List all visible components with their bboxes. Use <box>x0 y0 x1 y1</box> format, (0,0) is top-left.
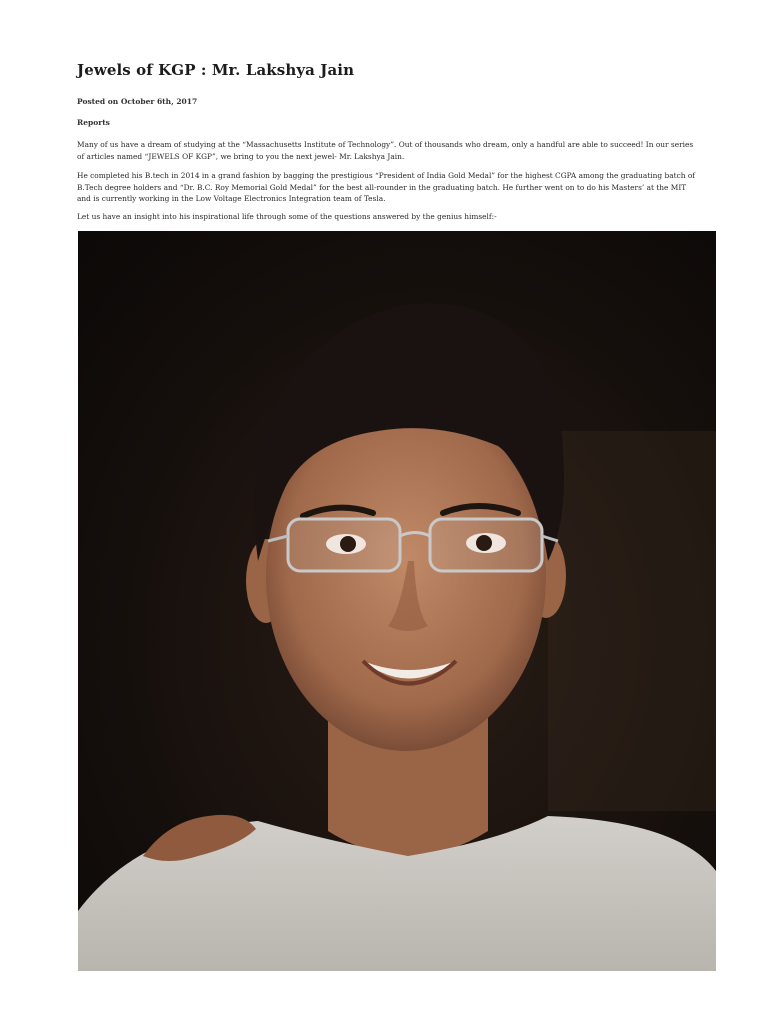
lead-in-paragraph: Let us have an insight into his inspirational life through some of the questions answered by the genius himself:- <box>77 212 497 221</box>
category-link[interactable]: Reports <box>77 118 110 127</box>
achievements-paragraph: He completed his B.tech in 2014 in a grand fashion by bagging the prestigious “President of India Gold Medal” for the highest CGPA among the graduating batch of B.Tech degree holders and “Dr. B.C. Roy Memorial Gold Medal” for the best all-rounder in the graduating batch. He further went on to do his Masters’ at the MIT and is currently working in the Low Voltage Electronics Integration team of Tesla. <box>77 171 696 203</box>
intro-paragraph: Many of us have a dream of studying at the “Massachusetts Institute of Technology”. Out of thousands who dream, only a handful are able to succeed! In our series of articles named “JEWELS OF KGP”, we bring to you the next jewel- Mr. Lakshya Jain. <box>77 140 694 161</box>
post-date: Posted on October 6th, 2017 <box>77 97 198 106</box>
article-title: Jewels of KGP : Mr. Lakshya Jain <box>77 61 355 79</box>
portrait-photo <box>78 231 716 971</box>
